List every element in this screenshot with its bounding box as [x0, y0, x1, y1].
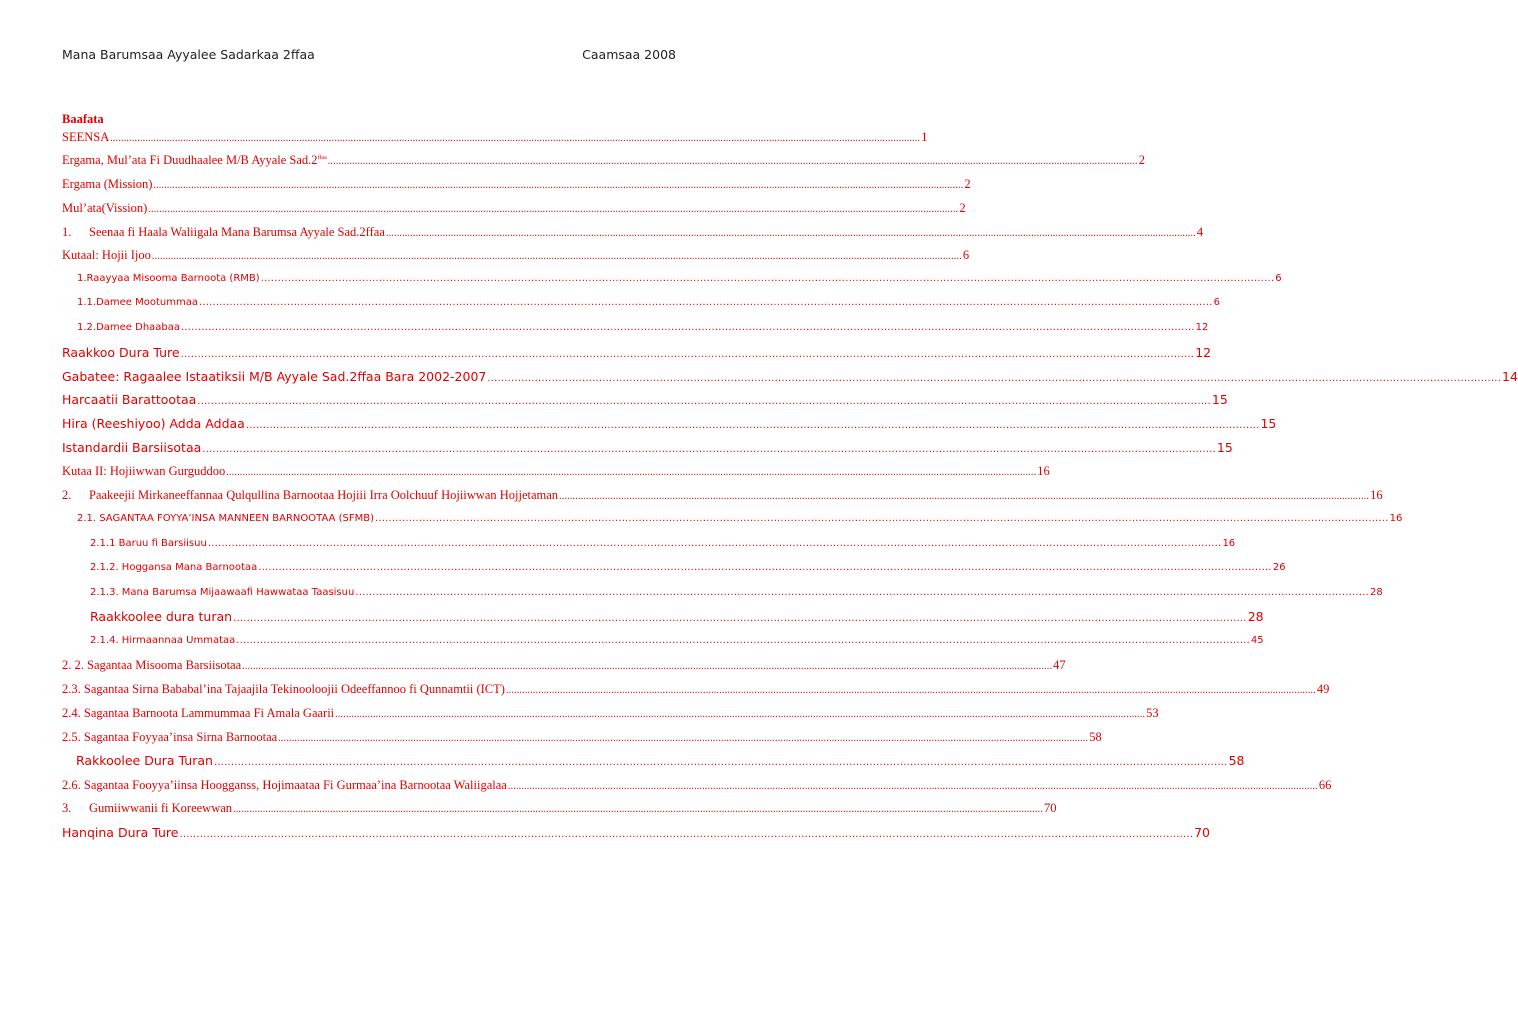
dot-leader: ............................................................................................................................................................................................................................................................................................................	[179, 829, 1194, 840]
toc-entry-page: 28	[1247, 609, 1264, 624]
toc-entry-text: Seenaa fi Haala Waliigala Mana Barumsa Ayyale Sad.2ffaa	[89, 225, 385, 239]
toc-entry-superscript: ffaa	[317, 154, 327, 161]
toc-entry-page: 14	[1502, 369, 1518, 384]
toc-entry[interactable]	[90, 562, 1286, 573]
toc-entry-text: 2.4. Sagantaa Barnoota Lammummaa Fi Amala Gaarii	[62, 706, 335, 720]
toc-entry-page: 66	[1318, 778, 1332, 792]
toc-entry-page: 2	[1138, 153, 1145, 167]
toc-entry-page: 6	[1275, 273, 1282, 284]
toc-entry[interactable]	[90, 587, 1383, 598]
toc-entry[interactable]	[62, 440, 1233, 455]
toc-entry[interactable]	[62, 464, 1050, 479]
toc-entry-page: 53	[1146, 706, 1159, 720]
toc-entry-text: Raakkoo Dura Ture	[62, 345, 180, 360]
toc-entry[interactable]	[62, 825, 1211, 840]
toc-entry[interactable]	[62, 488, 1383, 503]
toc-entry-page: 16	[1222, 538, 1236, 549]
page-header	[62, 47, 676, 62]
toc-entry-text: 2.6. Sagantaa Fooyya’iinsa Hoogganss, Hojimaataa Fi Gurmaa’ina Barnootaa Waliigalaa	[62, 778, 507, 792]
dot-leader: ............................................................................................................................................................................................................................................................................................................	[197, 396, 1211, 407]
toc-entry[interactable]	[62, 801, 1057, 816]
dot-leader: ............................................................................................................................................................................................................................................................................................................	[236, 635, 1250, 646]
toc-entry[interactable]	[90, 609, 1264, 624]
dot-leader: ............................................................................................................................................................................................................................................................................................................	[242, 661, 1053, 672]
toc-entry-page: 16	[1037, 464, 1050, 478]
toc-entry-page: 15	[1216, 440, 1233, 455]
toc-entry-number: 2.	[62, 488, 72, 502]
dot-leader: ............................................................................................................................................................................................................................................................................................................	[245, 420, 1260, 431]
toc-entry[interactable]	[90, 538, 1236, 549]
toc-entry-page: 70	[1044, 801, 1057, 815]
dot-leader: ............................................................................................................................................................................................................................................................................................................	[559, 491, 1370, 502]
toc-entry-text: 1.Raayyaa Misooma Barnoota (RMB)	[77, 273, 260, 284]
dot-leader: ............................................................................................................................................................................................................................................................................................................	[260, 273, 1275, 284]
toc-entry-number: 1.	[62, 225, 72, 239]
toc-entry[interactable]	[62, 369, 1518, 384]
toc-entry-text: Ergama, Mul’ata Fi Duudhaalee M/B Ayyale Sad.2	[62, 153, 318, 167]
dot-leader: ............................................................................................................................................................................................................................................................................................................	[487, 373, 1501, 384]
toc-entry-page: 15	[1211, 392, 1228, 407]
dot-leader: ............................................................................................................................................................................................................................................................................................................	[207, 538, 1222, 549]
toc-entry[interactable]	[62, 778, 1332, 793]
toc-entry-page: 45	[1250, 635, 1264, 646]
dot-leader: ............................................................................................................................................................................................................................................................................................................	[180, 349, 1195, 360]
toc-entry-text: 2.1.4. Hirmaannaa Ummataa	[90, 635, 236, 646]
toc-entry-text: 2.1. SAGANTAA FOYYA’INSA MANNEEN BARNOOTAA (SFMB)	[77, 513, 374, 524]
toc-entry-text: 1.1.Damee Mootummaa	[77, 297, 198, 308]
toc-entry-text: SEENSA	[62, 130, 110, 144]
toc-entry-page: 2	[959, 201, 966, 215]
toc-entry-page: 1	[921, 130, 928, 144]
toc-entry[interactable]	[62, 248, 970, 263]
toc-entry-text: Gumiiwwanii fi Koreewwan	[89, 801, 233, 815]
toc-entry[interactable]	[76, 753, 1245, 768]
toc-entry-text: Paakeejii Mirkaneeffannaa Qulqullina Barnootaa Hojiii Irra Oolchuuf Hojiiwwan Hojjetaman	[89, 488, 559, 502]
toc-entry[interactable]	[62, 225, 1204, 240]
toc-entry-text: 2.5. Sagantaa Foyyaa’insa Sirna Barnootaa	[62, 730, 278, 744]
dot-leader: ............................................................................................................................................................................................................................................................................................................	[233, 613, 1247, 624]
toc-entry-page: 70	[1194, 825, 1211, 840]
toc-entry-page: 12	[1195, 345, 1212, 360]
toc-entry-page: 6	[962, 248, 970, 262]
toc-entry-page: 58	[1228, 753, 1245, 768]
dot-leader: ............................................................................................................................................................................................................................................................................................................	[278, 733, 1089, 744]
dot-leader: ............................................................................................................................................................................................................................................................................................................	[199, 297, 1213, 308]
dot-leader: ............................................................................................................................................................................................................................................................................................................	[213, 757, 1228, 768]
dot-leader: ............................................................................................................................................................................................................................................................................................................	[151, 251, 962, 262]
dot-leader: ............................................................................................................................................................................................................................................................................................................	[327, 156, 1138, 167]
toc-entry-text: 1.2.Damee Dhaabaa	[77, 322, 181, 333]
dot-leader: ............................................................................................................................................................................................................................................................................................................	[335, 709, 1146, 720]
toc-entry-page: 6	[1213, 297, 1220, 308]
toc-entry-page: 4	[1196, 225, 1204, 239]
toc-entry-text: Kutaa II: Hojiiwwan Gurguddoo	[62, 464, 226, 478]
toc-entry-page: 28	[1369, 587, 1383, 598]
toc-entry[interactable]	[62, 201, 966, 216]
toc-entry-page: 47	[1053, 658, 1066, 672]
toc-entry[interactable]	[77, 322, 1209, 333]
toc-entry[interactable]	[62, 130, 928, 145]
toc-entry[interactable]	[62, 658, 1066, 673]
toc-entry-page: 26	[1272, 562, 1286, 573]
toc-entry-text: Istandardii Barsiisotaa	[62, 440, 202, 455]
header-right-text: Caamsaa 2008	[582, 47, 676, 62]
toc-entry-text: Rakkoolee Dura Turan	[76, 753, 213, 768]
toc-entry[interactable]	[62, 706, 1159, 721]
toc-entry-text: Hanqina Dura Ture	[62, 825, 179, 840]
dot-leader: ............................................................................................................................................................................................................................................................................................................	[226, 467, 1037, 478]
toc-entry[interactable]	[77, 273, 1282, 284]
toc-entry[interactable]	[62, 392, 1228, 407]
toc-entry-text: Harcaatii Barattootaa	[62, 392, 197, 407]
toc-entry[interactable]	[62, 416, 1277, 431]
toc-entry[interactable]	[77, 297, 1220, 308]
toc-entry-number: 3.	[62, 801, 72, 815]
toc-entry-page: 2	[964, 177, 971, 191]
toc-title: Baafata	[62, 112, 104, 126]
header-left-text: Mana Barumsaa Ayyalee Sadarkaa 2ffaa	[62, 47, 315, 62]
toc-entry-text: 2.1.2. Hoggansa Mana Barnootaa	[90, 562, 258, 573]
dot-leader: ............................................................................................................................................................................................................................................................................................................	[233, 804, 1044, 815]
dot-leader: ............................................................................................................................................................................................................................................................................................................	[374, 513, 1389, 524]
toc-entry-page: 15	[1260, 416, 1277, 431]
toc-entry[interactable]	[62, 682, 1330, 697]
toc-entry-page: 49	[1316, 682, 1330, 696]
dot-leader: ............................................................................................................................................................................................................................................................................................................	[385, 228, 1196, 239]
toc-entry-text: 2.1.3. Mana Barumsa Mijaawaafi Hawwataa Taasisuu	[90, 587, 355, 598]
toc-entry-text: Kutaal: Hojii Ijoo	[62, 248, 151, 262]
dot-leader: ............................................................................................................................................................................................................................................................................................................	[153, 180, 964, 191]
toc-entry-text: Ergama (Mission)	[62, 177, 153, 191]
dot-leader: ............................................................................................................................................................................................................................................................................................................	[202, 444, 1216, 455]
toc-entry[interactable]	[62, 177, 971, 192]
toc-entry[interactable]	[90, 635, 1264, 646]
toc-entry[interactable]	[62, 345, 1212, 360]
toc-entry[interactable]	[62, 153, 1145, 168]
dot-leader: ............................................................................................................................................................................................................................................................................................................	[505, 685, 1316, 696]
dot-leader: ............................................................................................................................................................................................................................................................................................................	[355, 587, 1369, 598]
toc-entry-text: Mul’ata(Vission)	[62, 201, 148, 215]
toc-entry-text: Raakkoolee dura turan	[90, 609, 233, 624]
toc-entry-page: 12	[1195, 322, 1209, 333]
toc-entry-page: 16	[1389, 513, 1403, 524]
toc-entry[interactable]	[77, 513, 1403, 524]
toc-entry-text: Hira (Reeshiyoo) Adda Addaa	[62, 416, 245, 431]
dot-leader: ............................................................................................................................................................................................................................................................................................................	[148, 204, 959, 215]
dot-leader: ............................................................................................................................................................................................................................................................................................................	[181, 322, 1195, 333]
toc-entry-text: 2. 2. Sagantaa Misooma Barsiisotaa	[62, 658, 242, 672]
toc-entry-text: Gabatee: Ragaalee Istaatiksii M/B Ayyale Sad.2ffaa Bara 2002-2007	[62, 369, 487, 384]
dot-leader: ............................................................................................................................................................................................................................................................................................................	[110, 133, 921, 144]
toc-entry-text: 2.1.1 Baruu fi Barsiisuu	[90, 538, 207, 549]
toc-entry-page: 16	[1370, 488, 1383, 502]
dot-leader: ............................................................................................................................................................................................................................................................................................................	[258, 562, 1272, 573]
toc-entry[interactable]	[62, 730, 1102, 745]
dot-leader: ............................................................................................................................................................................................................................................................................................................	[507, 781, 1318, 792]
toc-entry-page: 58	[1089, 730, 1102, 744]
toc-entry-text: 2.3. Sagantaa Sirna Bababal’ina Tajaajila Tekinooloojii Odeeffannoo fi Qunnamtii (ICT)	[62, 682, 505, 696]
